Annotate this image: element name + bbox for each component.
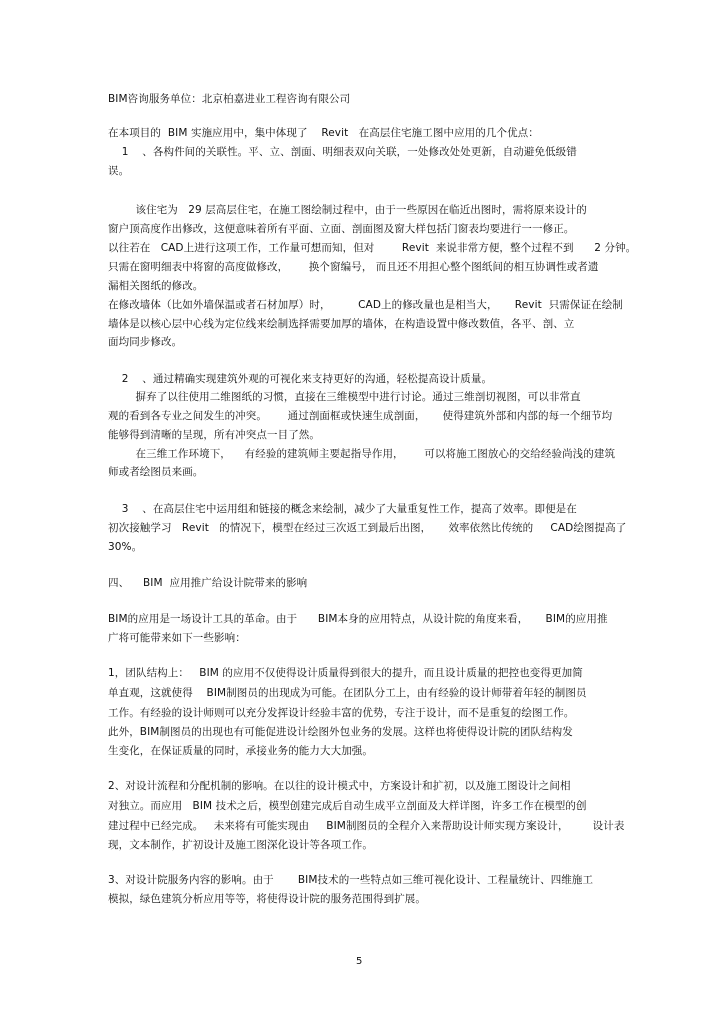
section4-intro-line-1: BIM的应用是一场设计工具的革命。由于 BIM本身的应用特点，从设计院的角度来看， BIM的应用推 xyxy=(108,613,608,625)
impact2-line-1: 2、对设计流程和分配机制的影响。在以往的设计模式中，方案设计和扩初，以及施工图设计之间相 xyxy=(108,780,571,792)
point1-detail-line-4: 只需在窗明细表中将窗的高度做修改， 换个窗编号， 而且还不用担心整个图纸间的相互协调性或者遗 xyxy=(108,261,599,273)
intro-paragraph: 在本项目的 BIM 实施应用中，集中体现了 Revit 在高层住宅施工图中应用的几个优点： xyxy=(108,127,539,139)
point2-line-5: 在三维工作环境下， 有经验的建筑师主要起指导作用， 可以将施工图放心的交给经验尚浅的建筑 xyxy=(108,448,616,460)
impact1-line-2: 单直观，这就使得 BIM制图员的出现成为可能。在团队分工上，由有经验的设计师带着年轻的制图员 xyxy=(108,687,587,699)
impact1-line-3: 工作。有经验的设计师则可以充分发挥设计经验丰富的优势，专注于设计，而不是重复的绘图工作。 xyxy=(108,707,575,719)
company-header: BIM咨询服务单位：北京柏嘉进业工程咨询有限公司 xyxy=(108,93,351,105)
point3-line-2: 初次接触学习 Revit 的情况下，模型在经过三次返工到最后出图， 效率依然比传统的 CAD绘图提高了 xyxy=(108,522,627,534)
point2-line-3: 观的看到各专业之间发生的冲突。 通过剖面框或快速生成剖面， 使得建筑外部和内部的每一个细节均 xyxy=(108,410,613,422)
impact3-line-1: 3、对设计院服务内容的影响。由于 BIM技术的一些特点如三维可视化设计、工程量统计、四维施工 xyxy=(108,874,594,886)
point3-line-3: 30%。 xyxy=(108,541,143,553)
point3-line-1: 3 、在高层住宅中运用组和链接的概念来绘制，减少了大量重复性工作，提高了效率。即便是在 xyxy=(108,503,577,515)
impact1-line-5: 生变化，在保证质量的同时，承接业务的能力大大加强。 xyxy=(108,745,373,757)
impact2-line-3: 建过程中已经完成。 未来将有可能实现由 BIM制图员的全程介入来帮助设计师实现方案设计， 设计表 xyxy=(108,820,625,832)
point1-detail-line-7: 墙体是以核心层中心线为定位线来绘制选择需要加厚的墙体，在构造设置中修改数值，各平、剖、立 xyxy=(108,318,575,330)
page-number: 5 xyxy=(356,956,363,967)
point1-detail-line-5: 漏相关图纸的修改。 xyxy=(108,280,204,292)
point1-detail-line-3: 以往若在 CAD上进行这项工作，工作量可想而知，但对 Revit 来说非常方便，整个过程不到 2 分钟。 xyxy=(108,242,637,254)
impact2-line-4: 现，文本制作，扩初设计及施工图深化设计等各项工作。 xyxy=(108,839,373,851)
point2-line-6: 师或者绘图员来画。 xyxy=(108,466,204,478)
point2-line-1: 2 、通过精确实现建筑外观的可视化来支持更好的沟通，轻松提高设计质量。 xyxy=(108,373,493,385)
point1-detail-line-2: 窗户顶高度作出修改，这便意味着所有平面、立面、剖面图及窗大样包括门窗表均要进行一一修正。 xyxy=(108,223,575,235)
point2-line-2: 摒弃了以往使用二维图纸的习惯，直接在三维模型中进行讨论。通过三维剖切视图，可以非常直 xyxy=(108,391,581,403)
impact2-line-2: 对独立。而应用 BIM 技术之后，模型创建完成后自动生成平立剖面及大样详图，许多工作在模型的创 xyxy=(108,800,587,812)
impact1-line-1: 1，团队结构上： BIM 的应用不仅使得设计质量得到很大的提升，而且设计质量的把控也变得更加简 xyxy=(108,667,583,679)
impact1-line-4: 此外，BIM制图员的出现也有可能促进设计绘图外包业务的发展。这样也将使得设计院的团队结构发 xyxy=(108,726,573,738)
section4-title: 四、 BIM 应用推广给设计院带来的影响 xyxy=(108,577,308,589)
point1-line-1: 1 、各构件间的关联性。平、立、剖面、明细表双向关联，一处修改处处更新，自动避免低级错 xyxy=(108,146,577,158)
point1-detail-line-1: 该住宅为 29 层高层住宅，在施工图绘制过程中，由于一些原因在临近出图时，需将原来设计的 xyxy=(108,204,587,216)
impact3-line-2: 模拟，绿色建筑分析应用等等，将使得设计院的服务范围得到扩展。 xyxy=(108,893,426,905)
point1-line-2: 误。 xyxy=(108,165,130,177)
section4-intro-line-2: 广将可能带来如下一些影响： xyxy=(108,632,246,644)
point1-detail-line-8: 面均同步修改。 xyxy=(108,336,183,348)
point2-line-4: 能够得到清晰的呈现，所有冲突点一目了然。 xyxy=(108,429,320,441)
point1-detail-line-6: 在修改墙体（比如外墙保温或者石材加厚）时， CAD上的修改量也是相当大， Revit 只需保证在绘制 xyxy=(108,299,623,311)
